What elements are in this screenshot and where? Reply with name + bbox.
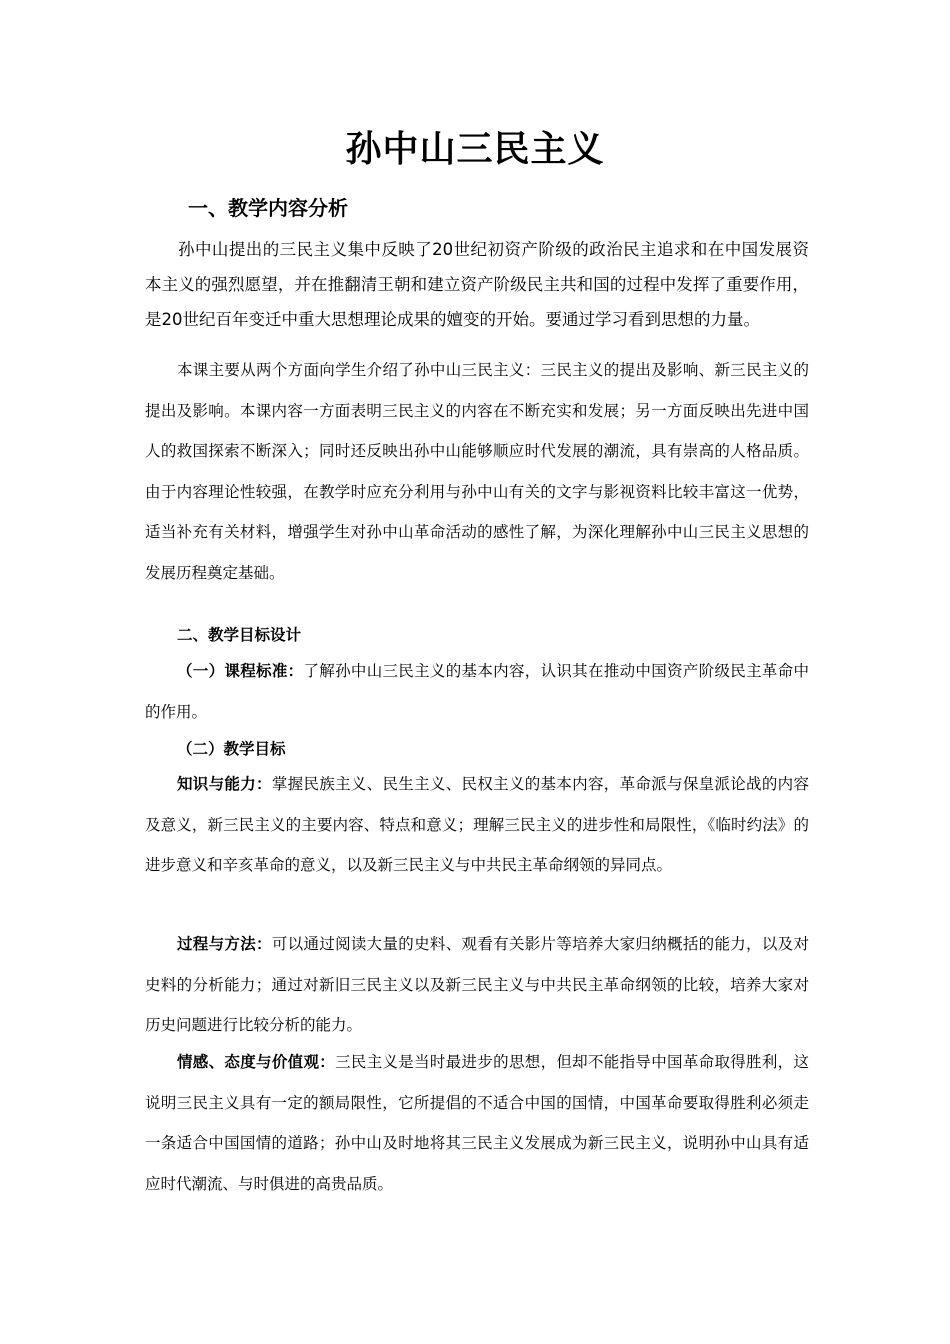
course-standard-label: （一）课程标准： <box>177 662 304 680</box>
paragraph-overview: 孙中山提出的三民主义集中反映了20世纪初资产阶级的政治民主追求和在中国发展资本主义的强烈愿望，并在推翻清王朝和建立资产阶级民主共和国的过程中发挥了重要作用，是20世纪百年变迁中重大思想理论成果的嬗变的开始。要通过学习看到思想的力量。 <box>145 240 809 329</box>
subheading-teaching-objectives: （二）教学目标 <box>177 740 286 758</box>
document-title: 孙中山三民主义 <box>345 129 605 170</box>
paragraph-knowledge-ability <box>145 764 809 886</box>
paragraph-emotion-values <box>145 1042 809 1204</box>
process-method-label: 过程与方法： <box>177 935 272 953</box>
emotion-values-label: 情感、态度与价值观： <box>177 1053 336 1071</box>
section-heading-content-analysis: 一、教学内容分析 <box>188 196 348 220</box>
paragraph-course-standard <box>145 651 809 732</box>
emotion-values-text: 三民主义是当时最进步的思想，但却不能指导中国革命取得胜利，这说明三民主义具有一定的额局限性，它所提倡的不适合中国的国情，中国革命要取得胜利必须走一条适合中国国情的道路；孙中山及时地将其三民主义发展成为新三民主义，说明孙中山具有适应时代潮流、与时俱进的高贵品质。 <box>145 1053 809 1193</box>
paragraph-lesson-summary: 本课主要从两个方面向学生介绍了孙中山三民主义：三民主义的提出及影响、新三民主义的提出及影响。本课内容一方面表明三民主义的内容在不断充实和发展；另一方面反映出先进中国人的救国探索不断深入；同时还反映出孙中山能够顺应时代发展的潮流，具有崇高的人格品质。由于内容理论性较强，在教学时应充分利用与孙中山有关的文字与影视资料比较丰富这一优势，适当补充有关材料，增强学生对孙中山革命活动的感性了解，为深化理解孙中山三民主义思想的发展历程奠定基础。 <box>145 361 809 582</box>
section-heading-teaching-goals: 二、教学目标设计 <box>177 626 302 644</box>
course-standard-text: 了解孙中山三民主义的基本内容，认识其在推动中国资产阶级民主革命中的作用。 <box>145 662 809 721</box>
paragraph-process-method <box>145 924 809 1046</box>
knowledge-ability-text: 掌握民族主义、民生主义、民权主义的基本内容，革命派与保皇派论战的内容及意义，新三民主义的主要内容、特点和意义；理解三民主义的进步性和局限性，《临时约法》的进步意义和辛亥革命的意义，以及新三民主义与中共民主革命纲领的异同点。 <box>145 775 809 874</box>
knowledge-ability-label: 知识与能力： <box>177 775 272 793</box>
process-method-text: 可以通过阅读大量的史料、观看有关影片等培养大家归纳概括的能力，以及对史料的分析能力；通过对新旧三民主义以及新三民主义与中共民主革命纲领的比较，培养大家对历史问题进行比较分析的能力。 <box>145 935 809 1034</box>
